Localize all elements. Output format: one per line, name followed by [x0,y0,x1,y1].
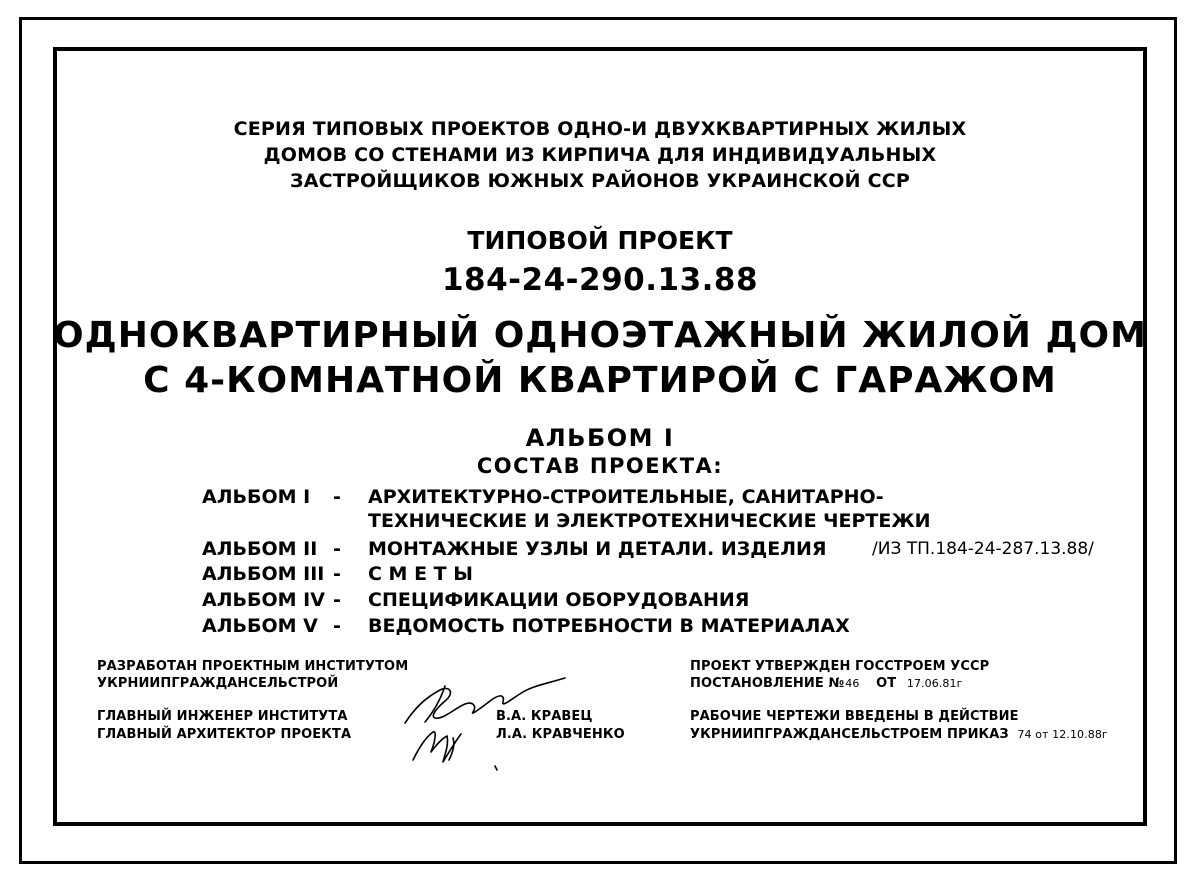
album-2-dash: - [333,538,341,560]
album-4-dash: - [333,589,341,611]
album-title: АЛЬБОМ I [525,424,675,452]
album-1-dash: - [333,486,341,508]
project-code: 184-24-290.13.88 [441,262,759,298]
approval-line-2 [690,677,963,690]
approval-line-1: ПРОЕКТ УТВЕРЖДЕН ГОССТРОЕМ УССР [690,659,990,674]
approval-decree-label: ПОСТАНОВЛЕНИЕ № [690,676,845,691]
chief-architect-name: Л.А. КРАВЧЕНКО [496,727,625,742]
album-4-desc: СПЕЦИФИКАЦИИ ОБОРУДОВАНИЯ [368,589,750,611]
album-3-name: АЛЬБОМ III [202,563,325,585]
approval-date: 17.06.81г [906,677,963,690]
album-5-dash: - [333,615,341,637]
approval-line-3: РАБОЧИЕ ЧЕРТЕЖИ ВВЕДЕНЫ В ДЕЙСТВИЕ [690,709,1019,724]
approval-order-value: 74 от 12.10.88г [1017,728,1108,741]
album-1-desc-2: ТЕХНИЧЕСКИЕ И ЭЛЕКТРОТЕХНИЧЕСКИЕ ЧЕРТЕЖИ [368,510,931,532]
chief-engineer-name: В.А. КРАВЕЦ [496,709,593,724]
approval-from: ОТ [876,676,897,691]
album-5-desc: ВЕДОМОСТЬ ПОТРЕБНОСТИ В МАТЕРИАЛАХ [368,615,850,637]
approval-line-4 [690,728,1108,741]
series-line-2: ДОМОВ СО СТЕНАМИ ИЗ КИРПИЧА ДЛЯ ИНДИВИДУАЛЬНЫХ [263,144,937,166]
series-line-1: СЕРИЯ ТИПОВЫХ ПРОЕКТОВ ОДНО-И ДВУХКВАРТИРНЫХ ЖИЛЫХ [233,118,967,140]
main-title-line-1: ОДНОКВАРТИРНЫЙ ОДНОЭТАЖНЫЙ ЖИЛОЙ ДОМ [53,315,1147,356]
album-4-name: АЛЬБОМ IV [202,589,325,611]
developer-line-2: УКРНИИПГРАЖДАНСЕЛЬСТРОЙ [97,676,339,691]
project-label: ТИПОВОЙ ПРОЕКТ [467,226,733,255]
album-2-name: АЛЬБОМ II [202,538,318,560]
album-1-desc: АРХИТЕКТУРНО-СТРОИТЕЛЬНЫЕ, САНИТАРНО- [368,486,884,508]
album-3-desc: С М Е Т Ы [368,563,473,585]
approval-order-label: УКРНИИПГРАЖДАНСЕЛЬСТРОЕМ ПРИКАЗ [690,727,1009,742]
developer-line-1: РАЗРАБОТАН ПРОЕКТНЫМ ИНСТИТУТОМ [97,659,409,674]
signatures-icon [395,668,575,778]
album-1-name: АЛЬБОМ I [202,486,311,508]
album-2-desc: МОНТАЖНЫЕ УЗЛЫ И ДЕТАЛИ. ИЗДЕЛИЯ [368,538,827,560]
composition-title: СОСТАВ ПРОЕКТА: [476,454,724,478]
chief-architect-label: ГЛАВНЫЙ АРХИТЕКТОР ПРОЕКТА [97,727,352,742]
approval-decree-number: 46 [845,677,860,690]
series-line-3: ЗАСТРОЙЩИКОВ ЮЖНЫХ РАЙОНОВ УКРАИНСКОЙ ССР [290,170,910,192]
album-3-dash: - [333,563,341,585]
album-5-name: АЛЬБОМ V [202,615,318,637]
main-title-line-2: С 4-КОМНАТНОЙ КВАРТИРОЙ С ГАРАЖОМ [143,360,1057,401]
chief-engineer-label: ГЛАВНЫЙ ИНЖЕНЕР ИНСТИТУТА [97,709,348,724]
album-2-note: /ИЗ ТП.184-24-287.13.88/ [872,539,1094,559]
